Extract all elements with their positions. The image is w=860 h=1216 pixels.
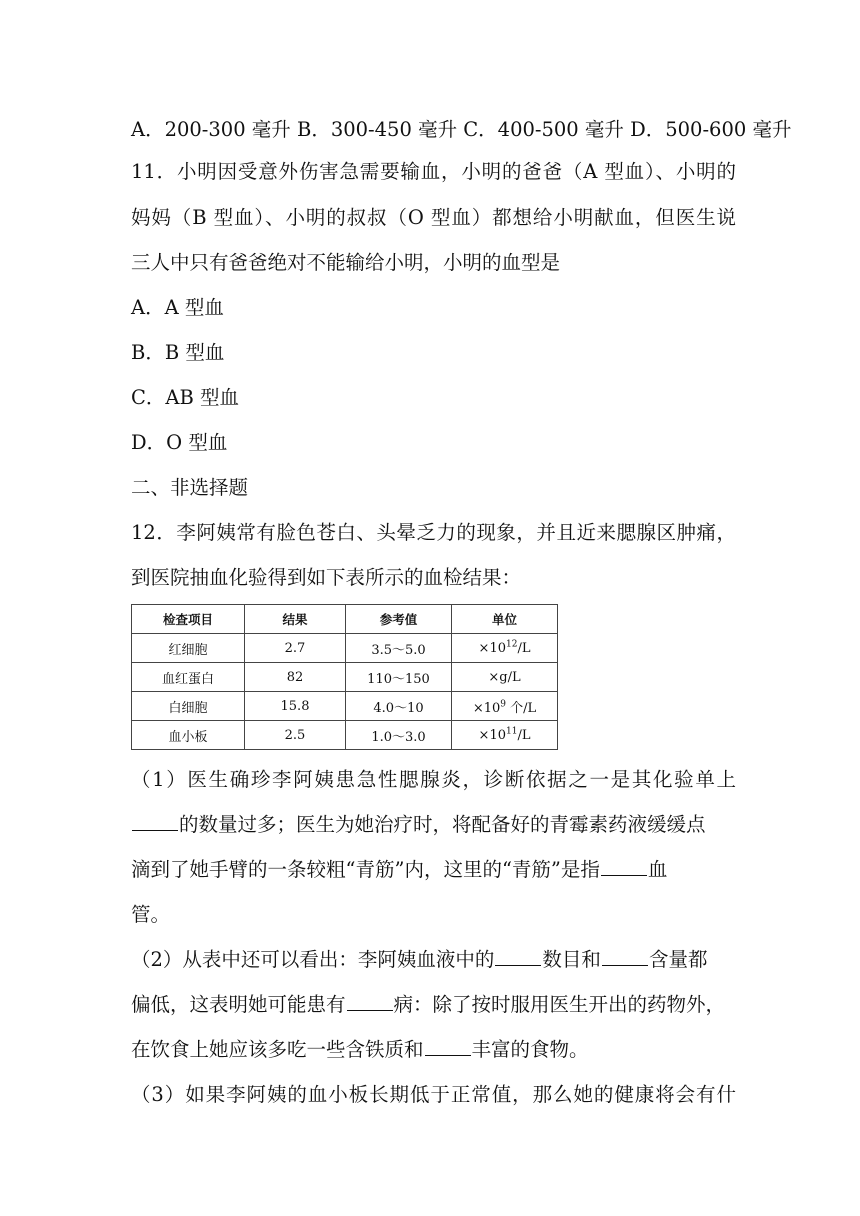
cell-reference: 110～150 <box>346 663 452 692</box>
cell-result: 82 <box>245 663 346 692</box>
answer-blank[interactable] <box>601 857 647 876</box>
cell-unit: $\times 10^{12}/L$ <box>452 634 558 663</box>
table-header-row <box>132 605 558 634</box>
table-row <box>132 663 558 692</box>
q12-part2-line-2: 偏低，这表明她可能患有 病：除了按时服用医生开出的药物外， <box>131 993 726 1016</box>
cell-item: 红细胞 <box>132 634 245 663</box>
q10-options: A．200-300 毫升 B．300-450 毫升 C．400-500 毫升 D．500-600 毫升 <box>131 118 792 141</box>
q12-part1-line-1: （1）医生确珍李阿姨患急性腮腺炎，诊断依据之一是其化验单上 <box>131 768 736 791</box>
table-row <box>132 692 558 721</box>
answer-blank[interactable] <box>132 812 178 831</box>
q12-part1-line-4: 管。 <box>131 903 171 926</box>
cell-result: 2.5 <box>245 721 346 750</box>
q12-part2-line-1: （2）从表中还可以看出：李阿姨血液中的 数目和 含量都 <box>131 948 708 971</box>
cell-reference: 3.5～5.0 <box>346 634 452 663</box>
table-row <box>132 721 558 750</box>
blood-test-table <box>131 604 557 748</box>
q11-option-a: A．A 型血 <box>131 296 224 319</box>
table-row <box>132 634 558 663</box>
section-heading: 二、非选择题 <box>131 476 249 499</box>
q12-line-2: 到医院抽血化验得到如下表所示的血检结果： <box>131 566 522 589</box>
q12-part1-line-3: 滴到了她手臂的一条较粗“青筋”内，这里的“青筋”是指 血 <box>131 858 668 881</box>
q12-line-1: 12．李阿姨常有脸色苍白、头晕乏力的现象，并且近来腮腺区肿痛， <box>131 521 736 544</box>
cell-item: 血红蛋白 <box>132 663 245 692</box>
q11-line-3: 三人中只有爸爸绝对不能输给小明，小明的血型是 <box>131 251 561 274</box>
header-unit: 单位 <box>452 605 558 634</box>
answer-blank[interactable] <box>495 947 541 966</box>
cell-result: 15.8 <box>245 692 346 721</box>
q11-option-d: D．O 型血 <box>131 431 228 454</box>
q11-option-c: C．AB 型血 <box>131 386 240 409</box>
cell-reference: 1.0～3.0 <box>346 721 452 750</box>
answer-blank[interactable] <box>425 1037 471 1056</box>
cell-reference: 4.0～10 <box>346 692 452 721</box>
q11-line-2: 妈妈（B 型血）、小明的叔叔（O 型血）都想给小明献血，但医生说 <box>131 206 736 229</box>
answer-blank[interactable] <box>602 947 648 966</box>
q12-part1-line-2: 的数量过多；医生为她治疗时，将配备好的青霉素药液缓缓点 <box>131 811 736 839</box>
cell-item: 白细胞 <box>132 692 245 721</box>
cell-item: 血小板 <box>132 721 245 750</box>
q12-part2-line-3: 在饮食上她应该多吃一些含铁质和 丰富的食物。 <box>131 1038 589 1061</box>
answer-blank[interactable] <box>347 992 393 1011</box>
q12-part3-line-1: （3）如果李阿姨的血小板长期低于正常值，那么她的健康将会有什 <box>131 1083 736 1106</box>
header-reference: 参考值 <box>346 605 452 634</box>
cell-result: 2.7 <box>245 634 346 663</box>
cell-unit: ×g/L <box>452 663 558 692</box>
q11-line-1: 11．小明因受意外伤害急需要输血，小明的爸爸（A 型血）、小明的 <box>131 160 736 183</box>
cell-unit: $\times 10^{11}/L$ <box>452 721 558 750</box>
cell-unit: $\times 10^9$ 个/L <box>452 692 558 721</box>
header-item: 检查项目 <box>132 605 245 634</box>
header-result: 结果 <box>245 605 346 634</box>
q11-option-b: B．B 型血 <box>131 341 225 364</box>
